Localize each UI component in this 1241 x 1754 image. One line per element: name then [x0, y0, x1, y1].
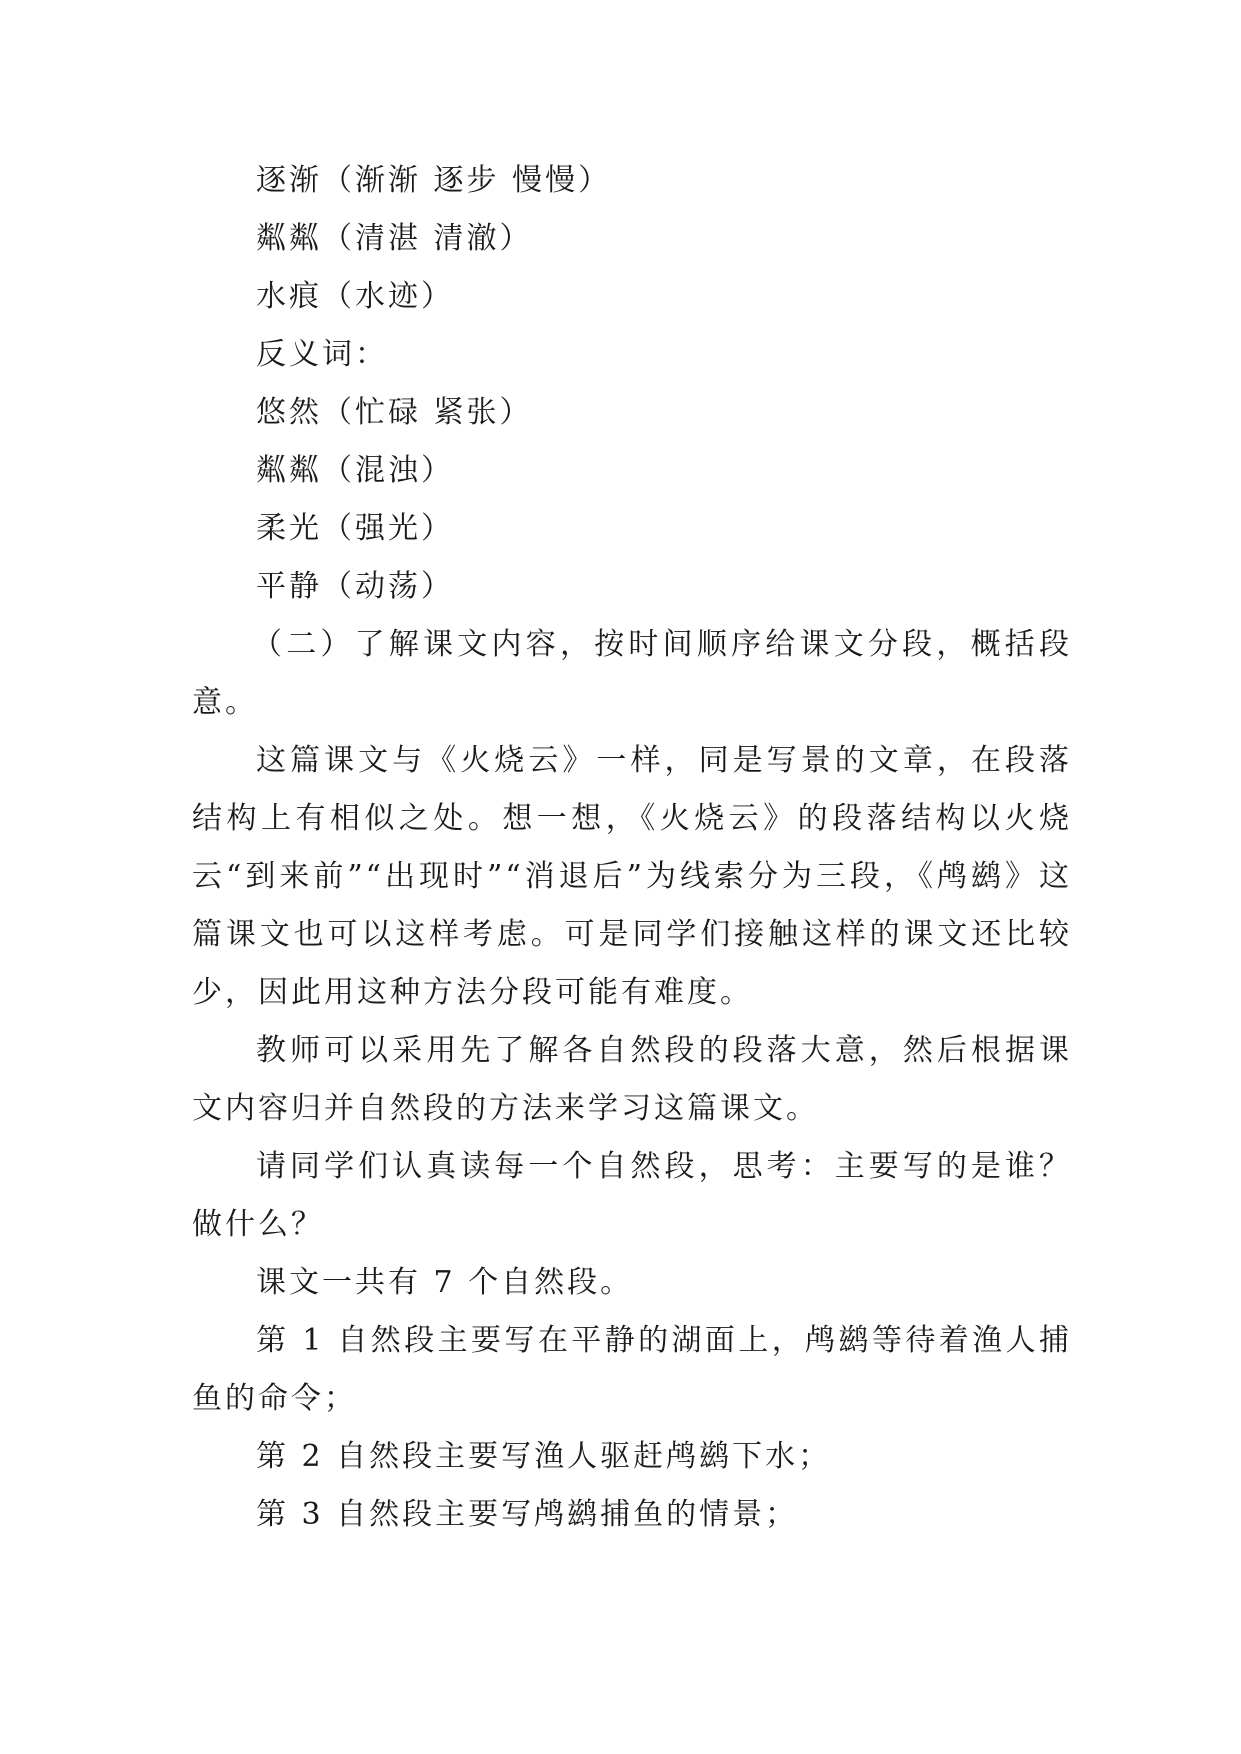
body-paragraph: 第 2 自然段主要写渔人驱赶鸬鹚下水；: [256, 1439, 832, 1474]
synonym-line: 水痕（水迹）: [256, 279, 454, 314]
synonym-line: 逐渐（渐渐 逐步 慢慢）: [256, 163, 612, 198]
body-paragraph: 第 1 自然段主要写在平静的湖面上，鸬鹚等待着渔人捕鱼的命令；: [192, 1323, 1072, 1416]
body-paragraph: 教师可以采用先了解各自然段的段落大意，然后根据课文内容归并自然段的方法来学习这篇课文。: [192, 1033, 1072, 1126]
antonyms-heading: 反义词：: [256, 337, 388, 372]
section-heading: （二）了解课文内容，按时间顺序给课文分段，概括段意。: [192, 627, 1072, 720]
antonym-line: 平静（动荡）: [256, 569, 454, 604]
antonym-line: 悠然（忙碌 紧张）: [256, 395, 533, 430]
body-paragraph: 请同学们认真读每一个自然段，思考：主要写的是谁？做什么？: [192, 1149, 1072, 1242]
body-paragraph: 这篇课文与《火烧云》一样，同是写景的文章，在段落结构上有相似之处。想一想，《火烧云》的段落结构以火烧云“到来前”“出现时”“消退后”为线索分为三段，《鸬鹚》这篇课文也可以这样考虑。可是同学们接触这样的课文还比较少，因此用这种方法分段可能有难度。: [192, 743, 1072, 1010]
synonym-line: 粼粼（清湛 清澈）: [256, 221, 533, 256]
body-paragraph: 课文一共有 7 个自然段。: [256, 1265, 634, 1300]
document-page: [192, 152, 1072, 1544]
antonym-line: 柔光（强光）: [256, 511, 454, 546]
body-paragraph: 第 3 自然段主要写鸬鹚捕鱼的情景；: [256, 1497, 799, 1532]
antonym-line: 粼粼（混浊）: [256, 453, 454, 488]
